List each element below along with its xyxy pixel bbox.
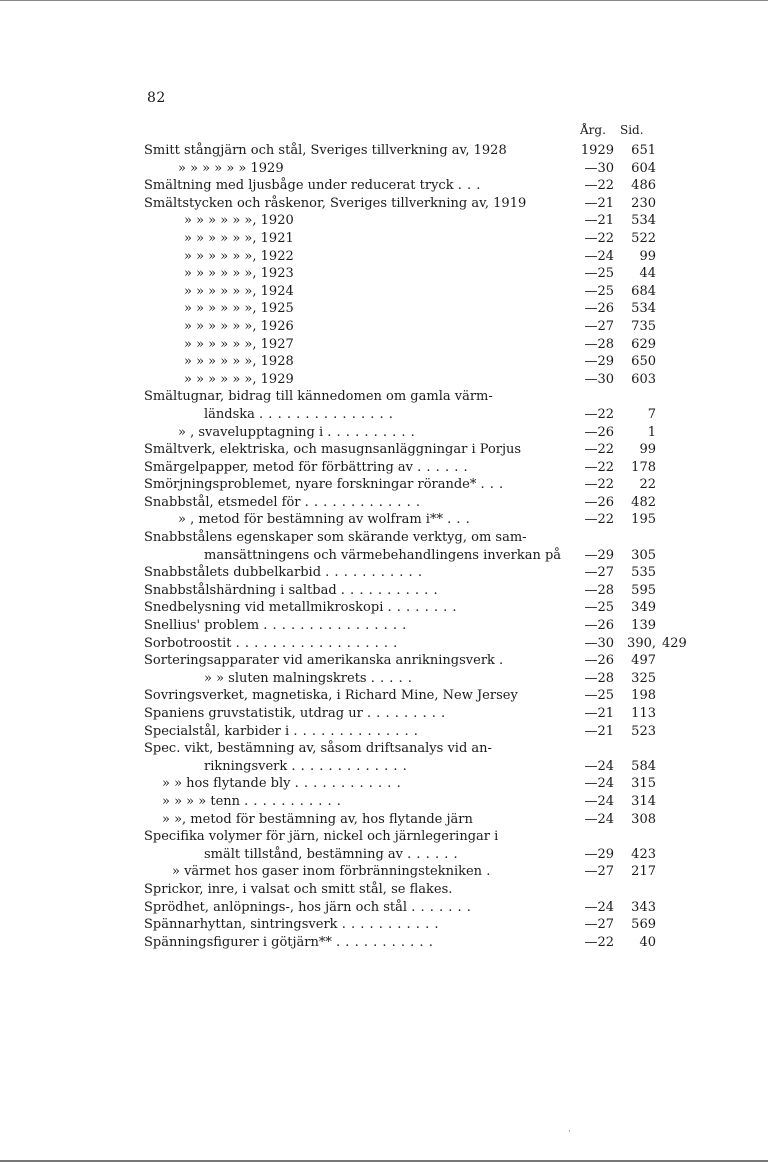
entry-page: 349 (631, 600, 656, 616)
year-column-header: Årg. (580, 123, 606, 137)
page-edge-top (0, 0, 768, 1)
dot-leader: . . . . . . . . . . . . . . . (259, 406, 394, 422)
entry-title: Smärgelpapper, metod för förbättring av (144, 459, 414, 475)
entry-text (184, 336, 294, 354)
dot-leader: . . . . . . . . . . . (325, 565, 423, 581)
entry-year: —22 (584, 459, 614, 475)
entry-year: —26 (584, 653, 614, 669)
entry-page: 230 (631, 195, 656, 211)
index-entry (144, 511, 704, 529)
entry-text (178, 424, 415, 442)
dot-leader: . . . . . . . . . . . . . (291, 758, 408, 774)
entry-text (162, 793, 341, 811)
entry-page: 217 (631, 864, 656, 880)
entry-year: —21 (584, 195, 614, 211)
entry-year: —25 (584, 266, 614, 282)
entry-title: Sorbotroostit (144, 635, 232, 651)
dot-leader: . . . . . . . . . . . . . (304, 494, 421, 510)
entry-title: » » » » » », 1920 (184, 213, 294, 229)
entry-title: » , svavelupptagning i (178, 424, 324, 440)
index-entry (144, 476, 704, 494)
entry-page: 1 (647, 424, 656, 440)
entry-page: 604 (631, 160, 656, 176)
index-entry (144, 406, 704, 424)
entry-title: » », metod för bestämning av, hos flytande järn (162, 811, 473, 827)
entry-extra-page: 429 (662, 635, 687, 651)
entry-text (144, 828, 498, 846)
entry-year: —27 (584, 565, 614, 581)
entry-text (144, 441, 521, 459)
entry-page: 423 (631, 846, 656, 862)
entry-page: 534 (631, 213, 656, 229)
index-entry (144, 705, 704, 723)
entry-page: 595 (631, 582, 656, 598)
entry-year: —30 (584, 635, 614, 651)
entry-text (184, 353, 294, 371)
entry-year: —29 (584, 354, 614, 370)
entry-title: ländska (204, 406, 255, 422)
dot-leader: . . . . . . . . . . . . (294, 776, 402, 792)
index-entry (144, 195, 704, 213)
entry-text (144, 195, 526, 213)
entry-title: » , metod för bestämning av wolfram i** (178, 512, 443, 528)
entry-year: —26 (584, 301, 614, 317)
entry-text (184, 300, 294, 318)
dot-leader: . (486, 864, 491, 880)
entry-year: —30 (584, 371, 614, 387)
entry-text (204, 846, 458, 864)
entry-page: 308 (631, 811, 656, 827)
entry-year: —24 (584, 776, 614, 792)
index-entry (144, 599, 704, 617)
index-entry (144, 547, 704, 565)
entry-page: 343 (631, 899, 656, 915)
index-entry (144, 336, 704, 354)
entry-year: —28 (584, 336, 614, 352)
dot-leader: . . . . . . . . . . . . . . . . (263, 618, 407, 634)
entry-page: 522 (631, 230, 656, 246)
index-entry (144, 248, 704, 266)
entry-title: » » » » » », 1921 (184, 230, 294, 246)
index-entries (144, 142, 704, 951)
index-entry (144, 863, 704, 881)
entry-title: Specialstål, karbider i (144, 723, 290, 739)
entry-title: Sprödhet, anlöpnings-, hos järn och stål (144, 899, 408, 915)
dot-leader: . . . . . . . (411, 899, 472, 915)
entry-text (204, 547, 561, 565)
entry-title: » » » » » », 1927 (184, 336, 294, 352)
entry-text (184, 265, 294, 283)
index-entry (144, 758, 704, 776)
entry-title: Smörjningsproblemet, nyare forskningar rörande* (144, 477, 477, 493)
index-entry (144, 283, 704, 301)
index-entry (144, 881, 704, 899)
entry-page: 569 (631, 917, 656, 933)
entry-title: Smältstycken och råskenor, Sveriges tillverkning av, 1919 (144, 195, 527, 211)
entry-title: » » hos flytande bly (162, 776, 291, 792)
entry-page: 497 (631, 653, 656, 669)
entry-text (184, 283, 294, 301)
entry-text (162, 811, 473, 829)
entry-title: Snabbstålets dubbelkarbid (144, 565, 322, 581)
entry-text (144, 142, 507, 160)
entry-title: Spaniens gruvstatistik, utdrag ur (144, 706, 363, 721)
entry-text (204, 670, 412, 688)
index-entry (144, 441, 704, 459)
index-entry (144, 652, 704, 670)
entry-page: 534 (631, 301, 656, 317)
entry-year: —30 (584, 160, 614, 176)
entry-year: —29 (584, 846, 614, 862)
entry-title: » » » » » », 1923 (184, 266, 294, 282)
entry-title: Specifika volymer för järn, nickel och järnlegeringar i (144, 829, 499, 845)
entry-text (144, 494, 420, 512)
entry-title: Smitt stångjärn och stål, Sveriges tillverkning av, 1928 (144, 143, 507, 158)
dot-leader: . . . . . . . . . . (327, 424, 416, 440)
entry-title: » värmet hos gaser inom förbränningstekniken (172, 864, 483, 880)
entry-title: Smältugnar, bidrag till kännedomen om gamla värm- (144, 389, 493, 405)
entry-year: —21 (584, 213, 614, 229)
dot-leader: . . . (447, 512, 471, 528)
dot-leader: . . . (480, 477, 504, 493)
entry-text (144, 687, 518, 705)
entry-title: Snabbstål, etsmedel för (144, 494, 301, 510)
entry-year: —28 (584, 670, 614, 686)
entry-page: 482 (631, 494, 656, 510)
entry-year: —24 (584, 248, 614, 264)
dot-leader: . . . . . . (407, 846, 459, 862)
index-entry (144, 582, 704, 600)
entry-text (144, 916, 439, 934)
entry-title: Smältning med ljusbåge under reducerat tryck (144, 178, 454, 194)
entry-text (144, 459, 468, 477)
entry-text (144, 599, 457, 617)
entry-title: Smältverk, elektriska, och masugnsanläggningar i Porjus (144, 442, 522, 458)
entry-text (204, 758, 407, 776)
entry-text (144, 388, 493, 406)
entry-page: 523 (631, 723, 656, 739)
index-entry (144, 529, 704, 547)
entry-title: rikningsverk (204, 758, 288, 774)
entry-page: 650 (631, 354, 656, 370)
index-entry (144, 793, 704, 811)
entry-year: —22 (584, 934, 614, 950)
entry-title: » » » » » », 1926 (184, 318, 294, 334)
entry-text (184, 230, 294, 248)
entry-title: Sorteringsapparater vid amerikanska anrikningsverk (144, 653, 495, 669)
entry-page: 535 (631, 565, 656, 581)
index-entry (144, 635, 704, 653)
entry-text (144, 881, 452, 899)
entry-title: » » sluten malningskrets (204, 670, 367, 686)
index-entry (144, 916, 704, 934)
entry-page: 735 (631, 318, 656, 334)
entry-page: 40 (639, 934, 656, 950)
entry-page: 195 (631, 512, 656, 528)
entry-text (144, 177, 481, 195)
entry-year: —22 (584, 512, 614, 528)
dot-leader: . . . . . (370, 670, 413, 686)
entry-page: 113 (631, 706, 656, 721)
entry-year: —24 (584, 793, 614, 809)
dot-leader: . . . . . . . . . . . (340, 582, 439, 598)
entry-title: mansättningens och värmebehandlingens inverkan på (204, 547, 562, 563)
index-entry (144, 723, 704, 741)
entry-year: 1929 (580, 143, 614, 158)
index-entry (144, 230, 704, 248)
entry-text (144, 635, 398, 653)
dot-leader: . (499, 653, 504, 669)
entry-year: —25 (584, 283, 614, 299)
entry-year: —24 (584, 899, 614, 915)
entry-text (144, 476, 504, 494)
entry-text (178, 511, 470, 529)
index-entry (144, 934, 704, 952)
entry-page: 390, (627, 635, 656, 651)
entry-page: 22 (639, 477, 656, 493)
entry-page: 603 (631, 371, 656, 387)
dot-leader: . . . . . . . . . (366, 706, 446, 721)
dot-leader: . . . . . . . . . . . . . . . . . . (235, 635, 398, 651)
entry-page: 486 (631, 178, 656, 194)
index-entry (144, 617, 704, 635)
entry-title: Spännarhyttan, sintringsverk (144, 917, 338, 933)
page-column-header: Sid. (620, 123, 644, 137)
entry-year: —22 (584, 230, 614, 246)
dot-leader: . . . . . . . . . . . . . . (293, 723, 419, 739)
entry-page: 314 (631, 793, 656, 809)
entry-text (162, 775, 401, 793)
dot-leader: . . . . . . (417, 459, 469, 475)
entry-page: 684 (631, 283, 656, 299)
index-entry (144, 828, 704, 846)
entry-title: Snellius' problem (144, 618, 260, 634)
entry-page: 139 (631, 618, 656, 634)
entry-page: 584 (631, 758, 656, 774)
entry-year: —25 (584, 688, 614, 704)
index-entry (144, 265, 704, 283)
entry-text (144, 582, 438, 600)
entry-page: 198 (631, 688, 656, 704)
entry-title: Spec. vikt, bestämning av, såsom driftsanalys vid an- (144, 741, 492, 757)
entry-title: » » » » » » 1929 (178, 160, 284, 176)
entry-year: —21 (584, 723, 614, 739)
entry-text (184, 248, 294, 266)
index-entry (144, 318, 704, 336)
entry-text (144, 564, 422, 582)
entry-page: 99 (639, 248, 656, 264)
dot-leader: . . . . . . . . . . . (244, 793, 342, 809)
entry-year: —27 (584, 864, 614, 880)
entry-title: » » » » » », 1928 (184, 354, 294, 370)
entry-year: —22 (584, 178, 614, 194)
entry-page: 99 (639, 442, 656, 458)
index-entry (144, 687, 704, 705)
bottom-mark: · (568, 1127, 571, 1137)
index-entry (144, 371, 704, 389)
index-entry (144, 300, 704, 318)
entry-year: —24 (584, 758, 614, 774)
dot-leader: . . . . . . . . (387, 600, 458, 616)
entry-year: —27 (584, 318, 614, 334)
entry-title: » » » » » », 1929 (184, 371, 294, 387)
entry-year: —22 (584, 442, 614, 458)
entry-title: Sovringsverket, magnetiska, i Richard Mine, New Jersey (144, 688, 518, 704)
entry-page: 325 (631, 670, 656, 686)
index-entry (144, 846, 704, 864)
entry-text (184, 371, 294, 389)
entry-year: —28 (584, 582, 614, 598)
dot-leader: . . . . . . . . . . . (341, 917, 439, 933)
dot-leader: . . . (457, 178, 481, 194)
index-entry (144, 353, 704, 371)
index-entry (144, 564, 704, 582)
entry-year: —29 (584, 547, 614, 563)
index-entry (144, 212, 704, 230)
index-entry (144, 142, 704, 160)
entry-text (144, 617, 407, 635)
entry-year: —26 (584, 494, 614, 510)
entry-year: —22 (584, 406, 614, 422)
index-entry (144, 160, 704, 178)
index-entry (144, 424, 704, 442)
entry-text (144, 529, 527, 547)
entry-text (144, 723, 418, 741)
entry-text (144, 740, 492, 758)
entry-page: 629 (631, 336, 656, 352)
entry-text (144, 899, 471, 917)
entry-page: 178 (631, 459, 656, 475)
entry-year: —26 (584, 618, 614, 634)
entry-title: » » » » tenn (162, 793, 241, 809)
entry-title: Sprickor, inre, i valsat och smitt stål, se flakes. (144, 881, 453, 897)
index-entry (144, 811, 704, 829)
entry-text (172, 863, 491, 881)
page-number: 82 (147, 90, 166, 106)
entry-title: Snedbelysning vid metallmikroskopi (144, 600, 384, 616)
entry-text (144, 705, 446, 723)
index-entry (144, 740, 704, 758)
entry-title: smält tillstånd, bestämning av (204, 846, 404, 862)
entry-page: 44 (639, 266, 656, 282)
index-entry (144, 775, 704, 793)
entry-year: —21 (584, 706, 614, 721)
entry-page: 315 (631, 776, 656, 792)
entry-title: Spänningsfigurer i götjärn** (144, 934, 332, 950)
entry-title: Snabbstålens egenskaper som skärande verktyg, om sam- (144, 530, 527, 546)
entry-text (144, 652, 504, 670)
entry-year: —25 (584, 600, 614, 616)
entry-page: 7 (647, 406, 656, 422)
entry-text (184, 212, 294, 230)
entry-title: » » » » » », 1924 (184, 283, 294, 299)
entry-text (178, 160, 284, 178)
index-entry (144, 670, 704, 688)
index-entry (144, 177, 704, 195)
entry-text (184, 318, 294, 336)
index-entry (144, 899, 704, 917)
index-entry (144, 388, 704, 406)
entry-year: —22 (584, 477, 614, 493)
entry-text (204, 406, 393, 424)
entry-title: » » » » » », 1922 (184, 248, 294, 264)
entry-title: Snabbstålshärdning i saltbad (144, 582, 337, 598)
entry-title: » » » » » », 1925 (184, 301, 294, 317)
entry-year: —26 (584, 424, 614, 440)
entry-text (144, 934, 433, 952)
entry-page: 305 (631, 547, 656, 563)
index-entry (144, 494, 704, 512)
entry-year: —24 (584, 811, 614, 827)
dot-leader: . . . . . . . . . . . (336, 934, 434, 950)
entry-year: —27 (584, 917, 614, 933)
index-entry (144, 459, 704, 477)
entry-page: 651 (631, 143, 656, 158)
